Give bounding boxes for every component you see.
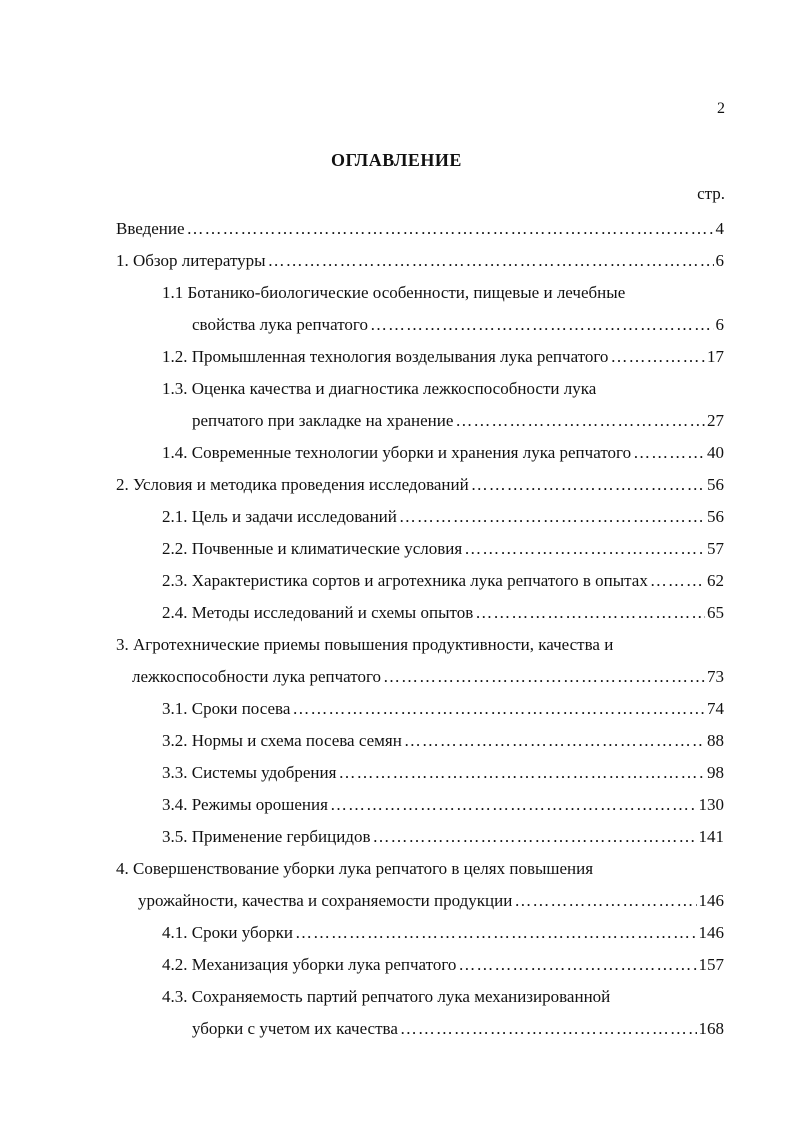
toc-entry-page: 146 bbox=[698, 891, 724, 910]
toc-title: ОГЛАВЛЕНИЕ bbox=[331, 150, 462, 170]
toc-entry[interactable] bbox=[116, 533, 724, 565]
toc-entry-title: 2.4. Методы исследований и схемы опытов bbox=[162, 603, 474, 622]
toc-entry-title: уборки с учетом их качества bbox=[192, 1019, 398, 1038]
toc-entry[interactable] bbox=[116, 757, 724, 789]
toc-entry-title: 3.3. Системы удобрения bbox=[162, 763, 337, 782]
toc-entry-page: 6 bbox=[715, 315, 724, 334]
page-column-label: стр. bbox=[697, 184, 725, 203]
toc-entry-page: 6 bbox=[715, 251, 724, 270]
toc-entry-continuation[interactable] bbox=[116, 1013, 724, 1045]
toc-entry-title: урожайности, качества и сохраняемости продукции bbox=[138, 891, 513, 910]
toc-entry-title: 3. Агротехнические приемы повышения продуктивности, качества и bbox=[116, 635, 614, 654]
dot-leader bbox=[404, 725, 705, 757]
toc-entry[interactable] bbox=[116, 725, 724, 757]
toc-entry-page: 40 bbox=[707, 443, 724, 462]
dot-leader bbox=[372, 821, 696, 853]
dot-leader bbox=[292, 693, 705, 725]
dot-leader bbox=[268, 245, 714, 277]
toc-entry-title: 3.4. Режимы орошения bbox=[162, 795, 328, 814]
toc-entry-title: репчатого при закладке на хранение bbox=[192, 411, 454, 430]
toc-entry[interactable] bbox=[116, 629, 724, 661]
toc-entry-title: 4.2. Механизация уборки лука репчатого bbox=[162, 955, 457, 974]
toc-entry[interactable] bbox=[116, 981, 724, 1013]
dot-leader bbox=[475, 597, 705, 629]
toc-entry-page: 56 bbox=[707, 475, 724, 494]
toc-entry[interactable] bbox=[116, 597, 724, 629]
dot-leader bbox=[514, 885, 696, 917]
toc-entry-title: 2.1. Цель и задачи исследований bbox=[162, 507, 397, 526]
toc-entry-page: 65 bbox=[707, 603, 724, 622]
toc-entry-title: 2.2. Почвенные и климатические условия bbox=[162, 539, 463, 558]
dot-leader bbox=[471, 469, 705, 501]
toc-entry[interactable] bbox=[116, 853, 724, 885]
toc-entry-page: 73 bbox=[707, 667, 724, 686]
toc-entry-title: 3.5. Применение гербицидов bbox=[162, 827, 371, 846]
page-number: 2 bbox=[717, 100, 725, 117]
toc-entry-page: 4 bbox=[715, 219, 724, 238]
toc-entry-title: 2.3. Характеристика сортов и агротехника лука репчатого в опытах bbox=[162, 571, 648, 590]
dot-leader bbox=[455, 405, 705, 437]
toc-entry-continuation[interactable] bbox=[116, 661, 724, 693]
toc-entry-title: лежкоспособности лука репчатого bbox=[132, 667, 382, 686]
toc-entry-continuation[interactable] bbox=[116, 885, 724, 917]
dot-leader bbox=[458, 949, 696, 981]
toc-entry-page: 98 bbox=[707, 763, 724, 782]
toc-entry[interactable] bbox=[116, 789, 724, 821]
toc-entry-page: 27 bbox=[707, 411, 724, 430]
toc-entry[interactable] bbox=[116, 949, 724, 981]
dot-leader bbox=[633, 437, 705, 469]
toc-entry-title: 3.1. Сроки посева bbox=[162, 699, 291, 718]
toc-entry[interactable] bbox=[116, 821, 724, 853]
toc-entry-title: Введение bbox=[116, 219, 185, 238]
toc-entry-page: 74 bbox=[707, 699, 724, 718]
toc-entry-title: 4.1. Сроки уборки bbox=[162, 923, 293, 942]
toc-entry-page: 57 bbox=[707, 539, 724, 558]
dot-leader bbox=[610, 341, 705, 373]
toc-entry-title: свойства лука репчатого bbox=[192, 315, 368, 334]
toc-entry-page: 88 bbox=[707, 731, 724, 750]
toc-entry-title: 1.2. Промышленная технология возделывания лука репчатого bbox=[162, 347, 609, 366]
dot-leader bbox=[464, 533, 705, 565]
toc-entry[interactable] bbox=[116, 373, 724, 405]
toc-entry-page: 141 bbox=[698, 827, 724, 846]
toc-entry[interactable] bbox=[116, 917, 724, 949]
toc-entry[interactable] bbox=[116, 469, 724, 501]
toc-entry-page: 56 bbox=[707, 507, 724, 526]
toc-entry-title: 3.2. Нормы и схема посева семян bbox=[162, 731, 402, 750]
table-of-contents bbox=[116, 213, 724, 1045]
toc-entry-page: 168 bbox=[698, 1019, 724, 1038]
toc-entry-title: 1.3. Оценка качества и диагностика лежкоспособности лука bbox=[162, 379, 597, 398]
dot-leader bbox=[338, 757, 705, 789]
toc-entry-page: 130 bbox=[698, 795, 724, 814]
dot-leader bbox=[370, 309, 714, 341]
toc-entry-title: 4.3. Сохраняемость партий репчатого лука механизированной bbox=[162, 987, 611, 1006]
toc-entry[interactable] bbox=[116, 213, 724, 245]
toc-entry-title: 1.1 Ботанико-биологические особенности, пищевые и лечебные bbox=[162, 283, 626, 302]
toc-entry-page: 17 bbox=[707, 347, 724, 366]
dot-leader bbox=[295, 917, 697, 949]
toc-entry-page: 62 bbox=[707, 571, 724, 590]
toc-entry[interactable] bbox=[116, 341, 724, 373]
toc-entry-continuation[interactable] bbox=[116, 405, 724, 437]
dot-leader bbox=[330, 789, 697, 821]
toc-entry[interactable] bbox=[116, 437, 724, 469]
dot-leader bbox=[383, 661, 705, 693]
toc-entry[interactable] bbox=[116, 693, 724, 725]
toc-entry[interactable] bbox=[116, 565, 724, 597]
toc-entry-title: 1.4. Современные технологии уборки и хранения лука репчатого bbox=[162, 443, 632, 462]
toc-entry-continuation[interactable] bbox=[116, 309, 724, 341]
toc-entry[interactable] bbox=[116, 501, 724, 533]
dot-leader bbox=[650, 565, 705, 597]
toc-entry[interactable] bbox=[116, 245, 724, 277]
dot-leader bbox=[400, 1013, 697, 1045]
toc-entry-page: 146 bbox=[698, 923, 724, 942]
toc-entry-page: 157 bbox=[698, 955, 724, 974]
toc-entry-title: 1. Обзор литературы bbox=[116, 251, 266, 270]
toc-entry-title: 4. Совершенствование уборки лука репчатого в целях повышения bbox=[116, 859, 594, 878]
toc-entry-title: 2. Условия и методика проведения исследований bbox=[116, 475, 469, 494]
toc-entry[interactable] bbox=[116, 277, 724, 309]
dot-leader bbox=[399, 501, 705, 533]
dot-leader bbox=[187, 213, 714, 245]
